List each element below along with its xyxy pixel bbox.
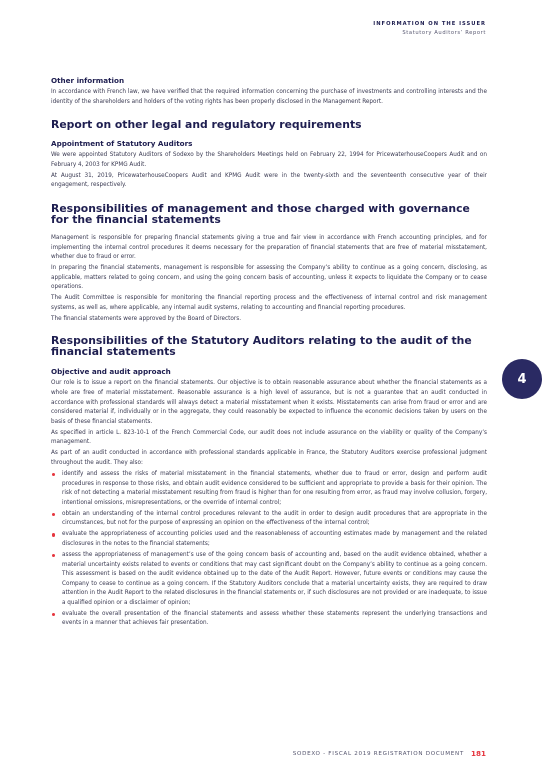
bullet-dot-icon bbox=[52, 513, 55, 516]
objective-paragraph-1: Our role is to issue a report on the financial statements. Our objective is to obtain reasonable assurance about whether the financial statements as a whole are free of material misstatement. Reasonable assurance is a high level of assurance, but is not a guarantee that an audit conducted in accordance with professional standards will always detect a material misstatement when it exists. Misstatements can arise from fraud or error and are considered material if, individually or in the aggregate, they could reasonably be expected to influence the economic decisions taken by users on the basis of these financial statements. bbox=[51, 380, 487, 425]
footer-document-title: SODEXO - FISCAL 2019 REGISTRATION DOCUMENT bbox=[292, 750, 464, 757]
bullet-dot-icon bbox=[52, 613, 55, 616]
list-item-text: assess the appropriateness of management’s use of the going concern basis of accounting and, based on the audit evidence obtained, whether a material uncertainty exists related to events or conditions that may cast significant doubt on the Company’s ability to continue as a going concern. This assessment is based on the audit evidence obtained up to the date of the Audit Report. However, future events or conditions may cause the Company to cease to continue as a going concern. If the Statutory Auditors conclude that a material uncertainty exists, they are required to draw attention in the Audit Report to the related disclosures in the financial statements or, if such disclosures are not provided or are inadequate, to issue a qualified opinion or a disclaimer of opinion; bbox=[62, 551, 487, 606]
list-item bbox=[51, 470, 487, 508]
list-item bbox=[51, 610, 487, 629]
objective-paragraph-3: As part of an audit conducted in accordance with professional standards applicable in France, the Statutory Auditors exercise professional judgment throughout the audit. They also: bbox=[51, 450, 487, 466]
management-paragraph-4: The financial statements were approved by the Board of Directors. bbox=[51, 315, 242, 322]
appointment-paragraph-2: At August 31, 2019, PricewaterhouseCoopers Audit and KPMG Audit were in the twenty-sixth and the seventeenth consecutive year of their engagement, respectively. bbox=[51, 172, 487, 189]
management-paragraph-1: Management is responsible for preparing financial statements giving a true and fair view in accordance with French accounting principles, and for implementing the internal control procedures it deems necessary for the preparation of financial statements that are free of material misstatement, whether due to fraud or error. bbox=[51, 234, 487, 261]
list-item-text: obtain an understanding of the internal control procedures relevant to the audit in order to design audit procedures that are appropriate in the circumstances, but not for the purpose of expressing an opinion on the effectiveness of the internal control; bbox=[62, 510, 487, 527]
header-section: INFORMATION ON THE ISSUER bbox=[373, 21, 486, 27]
list-item bbox=[51, 530, 487, 549]
list-item-text: evaluate the appropriateness of accounting policies used and the reasonableness of accounting estimates made by management and the related disclosures in the notes to the financial statements; bbox=[62, 531, 487, 547]
running-header bbox=[373, 21, 486, 36]
objective-paragraph-2: As specified in article L. 823-10-1 of the French Commercial Code, our audit does not include assurance on the viability or quality of the Company’s management. bbox=[51, 429, 487, 446]
list-item-text: identify and assess the risks of material misstatement in the financial statements, whether due to fraud or error, design and perform audit procedures in response to those risks, and obtain audit evidence considered to be sufficient and appropriate to provide a basis for their opinion. The risk of not detecting a material misstatement resulting from fraud is higher than for one resulting from error, as fraud may involve collusion, forgery, intentional omissions, misrepresentations, or the override of internal control; bbox=[62, 470, 487, 506]
management-paragraph-2: In preparing the financial statements, management is responsible for assessing the Company’s ability to continue as a going concern, disclosing, as applicable, matters related to going concern, and using the going concern basis of accounting, unless it expects to liquidate the Company or to cease operations. bbox=[51, 265, 487, 291]
auditors-heading: Responsibilities of the Statutory Auditors relating to the audit of the financial statements bbox=[51, 334, 472, 359]
chapter-tab[interactable]: 4 bbox=[502, 359, 542, 399]
list-item bbox=[51, 510, 487, 529]
bullet-dot-icon bbox=[52, 554, 55, 557]
other-info-heading: Other information bbox=[51, 76, 125, 85]
legal-heading: Report on other legal and regulatory requirements bbox=[51, 118, 362, 132]
other-info-paragraph: In accordance with French law, we have verified that the required information concerning the purchase of investments and controlling interests and the identity of the shareholders and holders of the voting rights has been properly disclosed in the Management Report. bbox=[51, 89, 487, 105]
management-heading: Responsibilities of management and those charged with governance for the financial statements bbox=[51, 201, 470, 226]
management-paragraph-3: The Audit Committee is responsible for monitoring the financial reporting process and the effectiveness of internal control and risk management systems, as well as, where applicable, any internal audit systems, relating to accounting and financial reporting procedures. bbox=[51, 295, 487, 311]
objective-heading: Objective and audit approach bbox=[51, 367, 171, 377]
audit-procedures-list bbox=[51, 470, 487, 629]
main-content bbox=[51, 76, 487, 630]
page-number: 181 bbox=[470, 749, 486, 758]
header-subsection: Statutory Auditors’ Report bbox=[402, 30, 486, 36]
bullet-dot-icon bbox=[52, 533, 55, 536]
list-item bbox=[51, 551, 487, 609]
appointment-paragraph-1: We were appointed Statutory Auditors of Sodexo by the Shareholders Meetings held on February 22, 1994 for PricewaterhouseCoopers Audit and on February 4, 2003 for KPMG Audit. bbox=[51, 152, 487, 168]
appointment-heading: Appointment of Statutory Auditors bbox=[51, 139, 193, 149]
bullet-dot-icon bbox=[52, 473, 55, 476]
list-item-text: evaluate the overall presentation of the financial statements and assess whether these statements represent the underlying transactions and events in a manner that achieves fair presentation. bbox=[62, 610, 487, 627]
page-footer bbox=[293, 749, 486, 758]
